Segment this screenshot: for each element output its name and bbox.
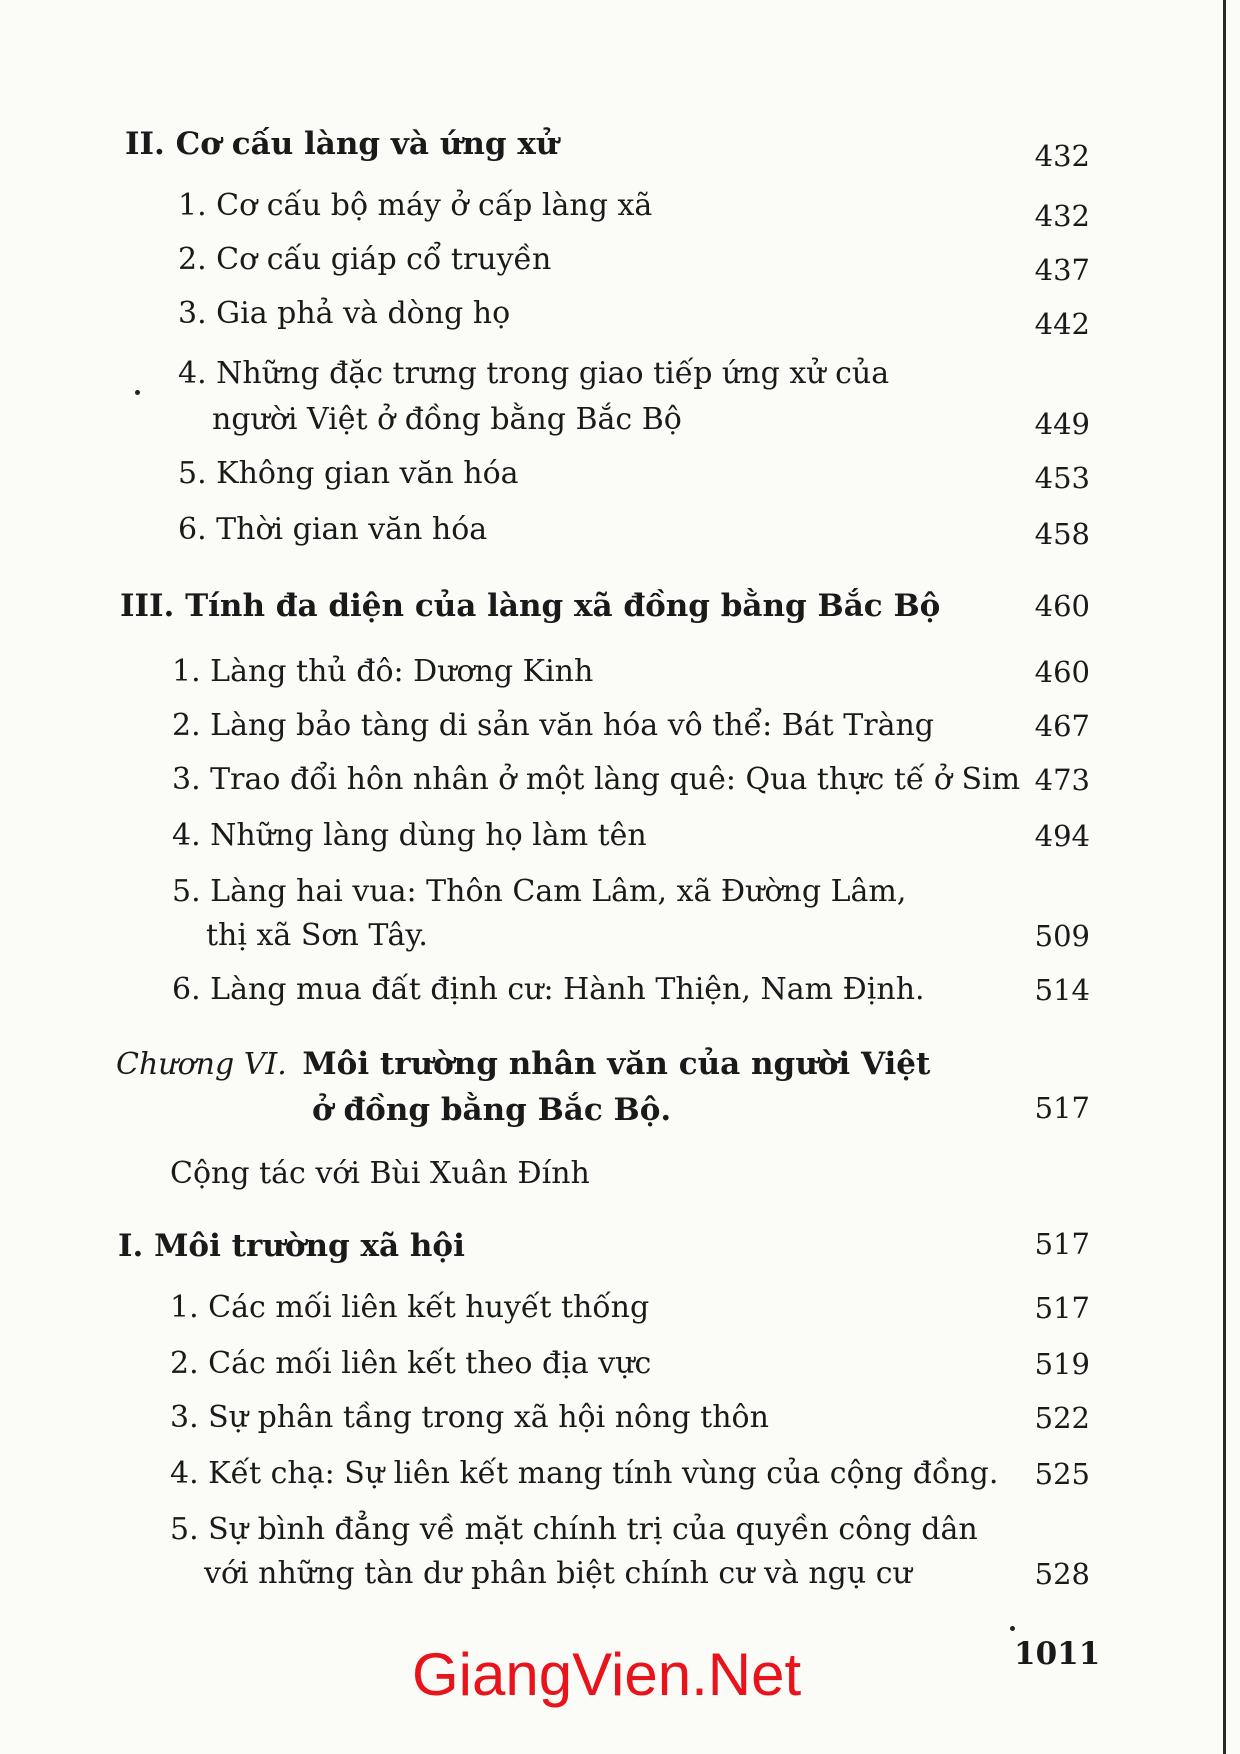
toc-item: 4. Những đặc trưng trong giao tiếp ứng xử của bbox=[178, 356, 890, 391]
toc-item: 3. Gia phả và dòng họ bbox=[178, 296, 511, 331]
watermark: GiangVien.Net bbox=[412, 1641, 802, 1708]
toc-item: 2. Các mối liên kết theo địa vực bbox=[170, 1346, 652, 1381]
toc-page-number: 525 bbox=[1034, 1457, 1090, 1491]
toc-item: 1. Làng thủ đô: Dương Kinh bbox=[172, 654, 594, 689]
toc-page-number: 473 bbox=[1034, 763, 1090, 797]
toc-item-continuation: người Việt ở đồng bằng Bắc Bộ bbox=[212, 402, 682, 437]
toc-page-number: 494 bbox=[1034, 819, 1090, 853]
toc-page-number: 437 bbox=[1034, 253, 1090, 287]
toc-page-number: 458 bbox=[1034, 517, 1090, 551]
toc-page-number: 522 bbox=[1034, 1401, 1090, 1435]
toc-item: 6. Làng mua đất định cư: Hành Thiện, Nam Định. bbox=[172, 972, 925, 1007]
toc-item: 6. Thời gian văn hóa bbox=[178, 512, 488, 547]
toc-item: 2. Cơ cấu giáp cổ truyền bbox=[178, 242, 552, 277]
toc-page-number: 442 bbox=[1034, 307, 1090, 341]
toc-page-number: 449 bbox=[1034, 407, 1090, 441]
chapter-title: Môi trường nhân văn của người Việt bbox=[302, 1046, 931, 1082]
toc-page-number: 517 bbox=[1034, 1227, 1090, 1261]
toc-page-number: 528 bbox=[1034, 1557, 1090, 1591]
toc-section-title: II. Cơ cấu làng và ứng xử bbox=[125, 126, 559, 162]
toc-section-title: I. Môi trường xã hội bbox=[118, 1228, 465, 1264]
toc-item: 4. Kết chạ: Sự liên kết mang tính vùng của cộng đồng. bbox=[170, 1456, 999, 1491]
toc-page-number: 519 bbox=[1034, 1347, 1090, 1381]
toc-page-number: 467 bbox=[1034, 709, 1090, 743]
toc-item: 1. Cơ cấu bộ máy ở cấp làng xã bbox=[178, 188, 653, 223]
toc-page-number: 514 bbox=[1034, 973, 1090, 1007]
toc-item-continuation: thị xã Sơn Tây. bbox=[206, 918, 428, 953]
toc-page-number: 509 bbox=[1034, 919, 1090, 953]
toc-page-number: 517 bbox=[1034, 1091, 1090, 1125]
toc-section-title: III. Tính đa diện của làng xã đồng bằng Bắc Bộ bbox=[120, 588, 941, 624]
collaborator-note: Cộng tác với Bùi Xuân Đính bbox=[170, 1156, 590, 1191]
toc-item: 5. Không gian văn hóa bbox=[178, 456, 519, 491]
toc-item: 4. Những làng dùng họ làm tên bbox=[172, 818, 647, 853]
chapter-title-continuation: ở đồng bằng Bắc Bộ. bbox=[312, 1092, 672, 1128]
print-speck bbox=[1010, 1626, 1015, 1631]
toc-page-number: 432 bbox=[1034, 139, 1090, 173]
toc-item: 2. Làng bảo tàng di sản văn hóa vô thể: Bát Tràng bbox=[172, 708, 934, 743]
toc-item: 3. Sự phân tầng trong xã hội nông thôn bbox=[170, 1400, 769, 1435]
chapter-label: Chương VI. bbox=[116, 1047, 287, 1082]
toc-item: 3. Trao đổi hôn nhân ở một làng quê: Qua thực tế ở Sim bbox=[172, 762, 1021, 797]
toc-page-number: 453 bbox=[1034, 461, 1090, 495]
toc-page-number: 460 bbox=[1034, 589, 1090, 623]
page-number: 1011 bbox=[1014, 1636, 1101, 1672]
toc-page-number: 432 bbox=[1034, 199, 1090, 233]
print-speck bbox=[135, 390, 140, 395]
chapter-heading bbox=[116, 1042, 930, 1087]
toc-page-number: 460 bbox=[1034, 655, 1090, 689]
toc-item: 5. Làng hai vua: Thôn Cam Lâm, xã Đường Lâm, bbox=[172, 874, 907, 909]
toc-item: 1. Các mối liên kết huyết thống bbox=[170, 1290, 650, 1325]
toc-page-number: 517 bbox=[1034, 1291, 1090, 1325]
toc-item: 5. Sự bình đẳng về mặt chính trị của quyền công dân bbox=[170, 1512, 978, 1547]
toc-item-continuation: với những tàn dư phân biệt chính cư và ngụ cư bbox=[204, 1556, 912, 1591]
